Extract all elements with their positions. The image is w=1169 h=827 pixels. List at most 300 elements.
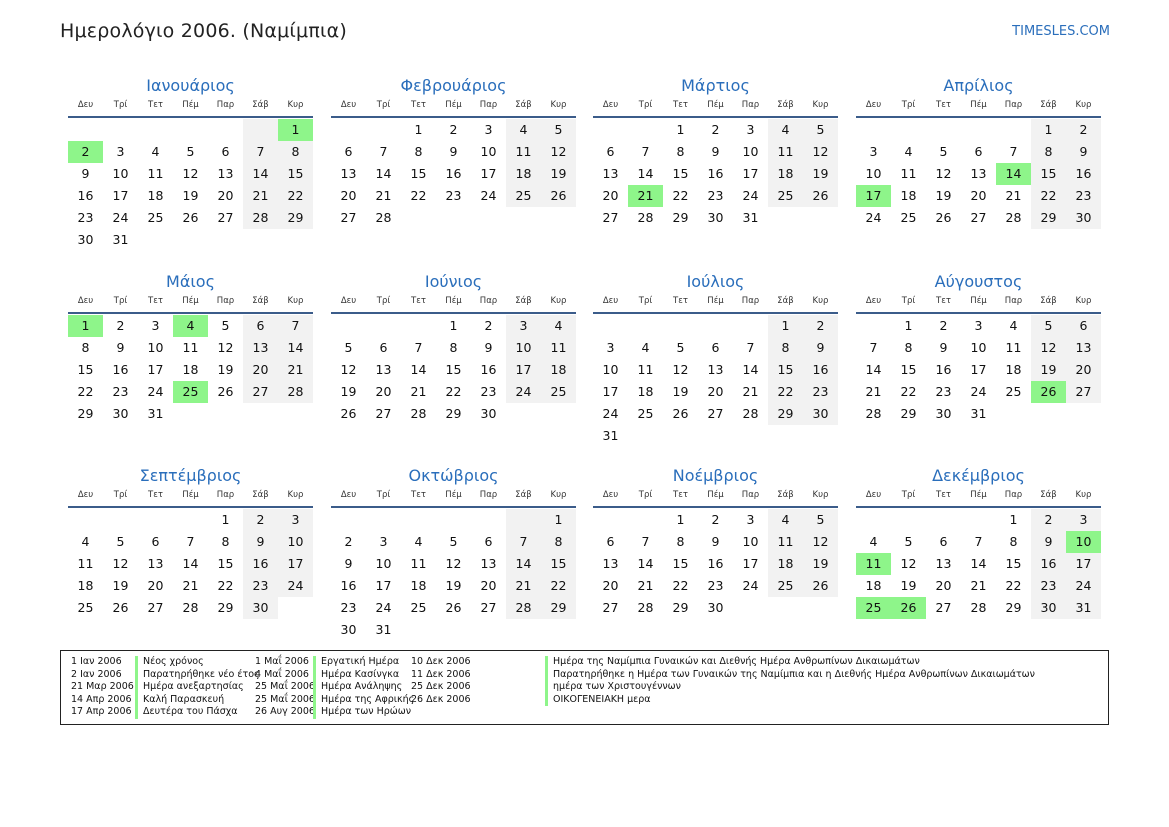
day-cell[interactable]: 9 <box>344 556 353 571</box>
day-cell[interactable]: 3 <box>746 512 755 527</box>
day-cell[interactable]: 2 <box>711 512 720 527</box>
day-cell[interactable]: 15 <box>77 362 94 377</box>
day-cell[interactable]: 24 <box>278 575 313 597</box>
day-cell[interactable]: 5 <box>449 534 458 549</box>
day-cell[interactable]: 23 <box>803 381 838 403</box>
day-cell[interactable]: 26 <box>541 185 576 207</box>
day-cell[interactable]: 13 <box>1066 337 1101 359</box>
day-cell[interactable]: 17 <box>1066 553 1101 575</box>
day-cell[interactable]: 12 <box>445 556 462 571</box>
day-cell[interactable]: 19 <box>182 188 199 203</box>
day-cell[interactable]: 17 <box>602 384 619 399</box>
day-cell[interactable]: 24 <box>742 578 759 593</box>
day-cell[interactable]: 8 <box>221 534 230 549</box>
day-cell[interactable]: 11 <box>1005 340 1022 355</box>
day-cell[interactable]: 1 <box>676 512 685 527</box>
day-cell[interactable]: 17 <box>506 359 541 381</box>
day-cell[interactable]: 6 <box>484 534 493 549</box>
day-cell[interactable]: 17 <box>480 166 497 181</box>
holiday-day-cell[interactable]: 21 <box>628 185 663 207</box>
day-cell[interactable]: 1 <box>676 122 685 137</box>
site-link[interactable]: TIMESLES.COM <box>1012 24 1110 39</box>
day-cell[interactable]: 29 <box>278 207 313 229</box>
holiday-day-cell[interactable]: 10 <box>1066 531 1101 553</box>
day-cell[interactable]: 13 <box>707 362 724 377</box>
day-cell[interactable]: 8 <box>541 531 576 553</box>
day-cell[interactable]: 26 <box>112 600 129 615</box>
day-cell[interactable]: 29 <box>541 597 576 619</box>
day-cell[interactable]: 4 <box>768 509 803 531</box>
day-cell[interactable]: 15 <box>672 556 689 571</box>
day-cell[interactable]: 27 <box>1066 381 1101 403</box>
day-cell[interactable]: 27 <box>602 600 619 615</box>
day-cell[interactable]: 23 <box>1031 575 1066 597</box>
day-cell[interactable]: 28 <box>742 406 759 421</box>
day-cell[interactable]: 14 <box>637 166 654 181</box>
day-cell[interactable]: 27 <box>602 210 619 225</box>
day-cell[interactable]: 14 <box>410 362 427 377</box>
day-cell[interactable]: 9 <box>81 166 90 181</box>
day-cell[interactable]: 12 <box>541 141 576 163</box>
day-cell[interactable]: 30 <box>707 210 724 225</box>
day-cell[interactable]: 11 <box>182 340 199 355</box>
day-cell[interactable]: 19 <box>935 188 952 203</box>
day-cell[interactable]: 31 <box>375 622 392 637</box>
day-cell[interactable]: 19 <box>900 578 917 593</box>
day-cell[interactable]: 30 <box>707 600 724 615</box>
day-cell[interactable]: 25 <box>77 600 94 615</box>
day-cell[interactable]: 16 <box>803 359 838 381</box>
day-cell[interactable]: 3 <box>746 122 755 137</box>
day-cell[interactable]: 5 <box>803 509 838 531</box>
day-cell[interactable]: 15 <box>278 163 313 185</box>
day-cell[interactable]: 18 <box>410 578 427 593</box>
day-cell[interactable]: 31 <box>602 428 619 443</box>
day-cell[interactable]: 27 <box>375 406 392 421</box>
holiday-day-cell[interactable]: 14 <box>996 163 1031 185</box>
day-cell[interactable]: 14 <box>243 163 278 185</box>
day-cell[interactable]: 11 <box>768 141 803 163</box>
day-cell[interactable]: 18 <box>768 163 803 185</box>
day-cell[interactable]: 13 <box>147 556 164 571</box>
day-cell[interactable]: 19 <box>541 163 576 185</box>
day-cell[interactable]: 12 <box>1031 337 1066 359</box>
day-cell[interactable]: 1 <box>449 318 458 333</box>
day-cell[interactable]: 18 <box>865 578 882 593</box>
day-cell[interactable]: 26 <box>672 406 689 421</box>
day-cell[interactable]: 9 <box>1066 141 1101 163</box>
day-cell[interactable]: 16 <box>112 362 129 377</box>
day-cell[interactable]: 27 <box>970 210 987 225</box>
day-cell[interactable]: 29 <box>672 600 689 615</box>
day-cell[interactable]: 2 <box>243 509 278 531</box>
day-cell[interactable]: 16 <box>1066 163 1101 185</box>
day-cell[interactable]: 1 <box>904 318 913 333</box>
day-cell[interactable]: 30 <box>935 406 952 421</box>
day-cell[interactable]: 13 <box>480 556 497 571</box>
day-cell[interactable]: 27 <box>707 406 724 421</box>
day-cell[interactable]: 16 <box>707 166 724 181</box>
holiday-day-cell[interactable]: 26 <box>1031 381 1066 403</box>
day-cell[interactable]: 7 <box>186 534 195 549</box>
day-cell[interactable]: 17 <box>112 188 129 203</box>
day-cell[interactable]: 19 <box>217 362 234 377</box>
day-cell[interactable]: 29 <box>445 406 462 421</box>
day-cell[interactable]: 31 <box>742 210 759 225</box>
day-cell[interactable]: 1 <box>768 315 803 337</box>
day-cell[interactable]: 18 <box>182 362 199 377</box>
day-cell[interactable]: 20 <box>480 578 497 593</box>
holiday-day-cell[interactable]: 25 <box>173 381 208 403</box>
day-cell[interactable]: 30 <box>803 403 838 425</box>
day-cell[interactable]: 23 <box>340 600 357 615</box>
day-cell[interactable]: 14 <box>182 556 199 571</box>
day-cell[interactable]: 12 <box>900 556 917 571</box>
day-cell[interactable]: 30 <box>77 232 94 247</box>
day-cell[interactable]: 6 <box>711 340 720 355</box>
day-cell[interactable]: 29 <box>672 210 689 225</box>
day-cell[interactable]: 8 <box>768 337 803 359</box>
day-cell[interactable]: 1 <box>1031 119 1066 141</box>
day-cell[interactable]: 13 <box>243 337 278 359</box>
day-cell[interactable]: 31 <box>147 406 164 421</box>
day-cell[interactable]: 26 <box>182 210 199 225</box>
day-cell[interactable]: 19 <box>803 553 838 575</box>
day-cell[interactable]: 8 <box>904 340 913 355</box>
day-cell[interactable]: 28 <box>375 210 392 225</box>
day-cell[interactable]: 22 <box>541 575 576 597</box>
day-cell[interactable]: 5 <box>116 534 125 549</box>
day-cell[interactable]: 3 <box>606 340 615 355</box>
day-cell[interactable]: 1 <box>221 512 230 527</box>
day-cell[interactable]: 22 <box>672 578 689 593</box>
day-cell[interactable]: 10 <box>506 337 541 359</box>
day-cell[interactable]: 22 <box>768 381 803 403</box>
day-cell[interactable]: 27 <box>147 600 164 615</box>
day-cell[interactable]: 16 <box>707 556 724 571</box>
day-cell[interactable]: 20 <box>970 188 987 203</box>
day-cell[interactable]: 11 <box>506 141 541 163</box>
day-cell[interactable]: 2 <box>1066 119 1101 141</box>
day-cell[interactable]: 8 <box>449 340 458 355</box>
holiday-day-cell[interactable]: 17 <box>856 185 891 207</box>
day-cell[interactable]: 7 <box>641 534 650 549</box>
day-cell[interactable]: 15 <box>1031 163 1066 185</box>
day-cell[interactable]: 24 <box>602 406 619 421</box>
day-cell[interactable]: 21 <box>742 384 759 399</box>
day-cell[interactable]: 28 <box>243 207 278 229</box>
day-cell[interactable]: 9 <box>243 531 278 553</box>
day-cell[interactable]: 8 <box>676 534 685 549</box>
day-cell[interactable]: 24 <box>742 188 759 203</box>
day-cell[interactable]: 7 <box>379 144 388 159</box>
day-cell[interactable]: 4 <box>541 315 576 337</box>
day-cell[interactable]: 20 <box>707 384 724 399</box>
day-cell[interactable]: 6 <box>151 534 160 549</box>
day-cell[interactable]: 5 <box>221 318 230 333</box>
day-cell[interactable]: 8 <box>1031 141 1066 163</box>
day-cell[interactable]: 16 <box>340 578 357 593</box>
day-cell[interactable]: 19 <box>803 163 838 185</box>
day-cell[interactable]: 6 <box>344 144 353 159</box>
day-cell[interactable]: 20 <box>375 384 392 399</box>
day-cell[interactable]: 7 <box>243 141 278 163</box>
day-cell[interactable]: 18 <box>768 553 803 575</box>
day-cell[interactable]: 13 <box>217 166 234 181</box>
day-cell[interactable]: 11 <box>768 531 803 553</box>
day-cell[interactable]: 31 <box>970 406 987 421</box>
day-cell[interactable]: 27 <box>243 381 278 403</box>
holiday-day-cell[interactable]: 25 <box>856 597 891 619</box>
day-cell[interactable]: 4 <box>869 534 878 549</box>
day-cell[interactable]: 11 <box>77 556 94 571</box>
holiday-day-cell[interactable]: 26 <box>891 597 926 619</box>
day-cell[interactable]: 2 <box>939 318 948 333</box>
day-cell[interactable]: 27 <box>340 210 357 225</box>
day-cell[interactable]: 10 <box>865 166 882 181</box>
day-cell[interactable]: 23 <box>243 575 278 597</box>
day-cell[interactable]: 12 <box>340 362 357 377</box>
day-cell[interactable]: 25 <box>768 575 803 597</box>
day-cell[interactable]: 7 <box>1009 144 1018 159</box>
day-cell[interactable]: 18 <box>77 578 94 593</box>
day-cell[interactable]: 14 <box>970 556 987 571</box>
day-cell[interactable]: 21 <box>182 578 199 593</box>
day-cell[interactable]: 19 <box>112 578 129 593</box>
day-cell[interactable]: 9 <box>803 337 838 359</box>
day-cell[interactable]: 22 <box>410 188 427 203</box>
day-cell[interactable]: 20 <box>340 188 357 203</box>
day-cell[interactable]: 26 <box>445 600 462 615</box>
day-cell[interactable]: 28 <box>1005 210 1022 225</box>
day-cell[interactable]: 19 <box>672 384 689 399</box>
day-cell[interactable]: 6 <box>221 144 230 159</box>
day-cell[interactable]: 23 <box>707 188 724 203</box>
day-cell[interactable]: 8 <box>81 340 90 355</box>
day-cell[interactable]: 24 <box>147 384 164 399</box>
day-cell[interactable]: 12 <box>935 166 952 181</box>
day-cell[interactable]: 11 <box>410 556 427 571</box>
day-cell[interactable]: 18 <box>900 188 917 203</box>
day-cell[interactable]: 23 <box>707 578 724 593</box>
day-cell[interactable]: 16 <box>1031 553 1066 575</box>
day-cell[interactable]: 10 <box>147 340 164 355</box>
day-cell[interactable]: 4 <box>414 534 423 549</box>
day-cell[interactable]: 17 <box>970 362 987 377</box>
day-cell[interactable]: 25 <box>410 600 427 615</box>
day-cell[interactable]: 25 <box>541 381 576 403</box>
day-cell[interactable]: 27 <box>217 210 234 225</box>
day-cell[interactable]: 20 <box>602 188 619 203</box>
day-cell[interactable]: 15 <box>410 166 427 181</box>
day-cell[interactable]: 15 <box>1005 556 1022 571</box>
day-cell[interactable]: 7 <box>869 340 878 355</box>
day-cell[interactable]: 27 <box>480 600 497 615</box>
day-cell[interactable]: 21 <box>865 384 882 399</box>
day-cell[interactable]: 20 <box>935 578 952 593</box>
holiday-day-cell[interactable]: 4 <box>173 315 208 337</box>
day-cell[interactable]: 24 <box>112 210 129 225</box>
day-cell[interactable]: 10 <box>602 362 619 377</box>
day-cell[interactable]: 6 <box>939 534 948 549</box>
day-cell[interactable]: 22 <box>1005 578 1022 593</box>
day-cell[interactable]: 7 <box>641 144 650 159</box>
day-cell[interactable]: 11 <box>541 337 576 359</box>
day-cell[interactable]: 8 <box>278 141 313 163</box>
day-cell[interactable]: 30 <box>243 597 278 619</box>
day-cell[interactable]: 11 <box>637 362 654 377</box>
day-cell[interactable]: 15 <box>541 553 576 575</box>
day-cell[interactable]: 22 <box>77 384 94 399</box>
day-cell[interactable]: 28 <box>637 600 654 615</box>
day-cell[interactable]: 2 <box>449 122 458 137</box>
day-cell[interactable]: 3 <box>506 315 541 337</box>
day-cell[interactable]: 5 <box>939 144 948 159</box>
day-cell[interactable]: 4 <box>768 119 803 141</box>
day-cell[interactable]: 30 <box>112 406 129 421</box>
day-cell[interactable]: 4 <box>81 534 90 549</box>
day-cell[interactable]: 10 <box>480 144 497 159</box>
day-cell[interactable]: 4 <box>1009 318 1018 333</box>
day-cell[interactable]: 21 <box>970 578 987 593</box>
day-cell[interactable]: 13 <box>602 556 619 571</box>
day-cell[interactable]: 5 <box>541 119 576 141</box>
day-cell[interactable]: 8 <box>414 144 423 159</box>
day-cell[interactable]: 17 <box>147 362 164 377</box>
day-cell[interactable]: 23 <box>77 210 94 225</box>
day-cell[interactable]: 14 <box>742 362 759 377</box>
day-cell[interactable]: 12 <box>803 141 838 163</box>
day-cell[interactable]: 12 <box>672 362 689 377</box>
day-cell[interactable]: 10 <box>742 534 759 549</box>
day-cell[interactable]: 21 <box>278 359 313 381</box>
day-cell[interactable]: 22 <box>1031 185 1066 207</box>
day-cell[interactable]: 15 <box>900 362 917 377</box>
day-cell[interactable]: 5 <box>1031 315 1066 337</box>
holiday-day-cell[interactable]: 1 <box>278 119 313 141</box>
day-cell[interactable]: 4 <box>506 119 541 141</box>
day-cell[interactable]: 24 <box>970 384 987 399</box>
day-cell[interactable]: 6 <box>606 144 615 159</box>
day-cell[interactable]: 25 <box>506 185 541 207</box>
day-cell[interactable]: 24 <box>506 381 541 403</box>
day-cell[interactable]: 10 <box>278 531 313 553</box>
day-cell[interactable]: 30 <box>480 406 497 421</box>
day-cell[interactable]: 1 <box>414 122 423 137</box>
day-cell[interactable]: 12 <box>803 531 838 553</box>
day-cell[interactable]: 4 <box>641 340 650 355</box>
holiday-day-cell[interactable]: 2 <box>68 141 103 163</box>
day-cell[interactable]: 9 <box>711 534 720 549</box>
day-cell[interactable]: 13 <box>602 166 619 181</box>
day-cell[interactable]: 11 <box>900 166 917 181</box>
day-cell[interactable]: 23 <box>935 384 952 399</box>
day-cell[interactable]: 9 <box>939 340 948 355</box>
day-cell[interactable]: 22 <box>672 188 689 203</box>
day-cell[interactable]: 28 <box>970 600 987 615</box>
day-cell[interactable]: 29 <box>768 403 803 425</box>
day-cell[interactable]: 3 <box>278 509 313 531</box>
day-cell[interactable]: 30 <box>1066 207 1101 229</box>
day-cell[interactable]: 4 <box>151 144 160 159</box>
day-cell[interactable]: 9 <box>1031 531 1066 553</box>
day-cell[interactable]: 22 <box>445 384 462 399</box>
day-cell[interactable]: 6 <box>974 144 983 159</box>
day-cell[interactable]: 13 <box>970 166 987 181</box>
day-cell[interactable]: 22 <box>278 185 313 207</box>
day-cell[interactable]: 28 <box>410 406 427 421</box>
day-cell[interactable]: 25 <box>900 210 917 225</box>
day-cell[interactable]: 28 <box>278 381 313 403</box>
day-cell[interactable]: 22 <box>900 384 917 399</box>
day-cell[interactable]: 24 <box>1066 575 1101 597</box>
day-cell[interactable]: 8 <box>1009 534 1018 549</box>
day-cell[interactable]: 16 <box>935 362 952 377</box>
day-cell[interactable]: 3 <box>151 318 160 333</box>
day-cell[interactable]: 30 <box>340 622 357 637</box>
day-cell[interactable]: 9 <box>116 340 125 355</box>
day-cell[interactable]: 28 <box>182 600 199 615</box>
day-cell[interactable]: 26 <box>803 185 838 207</box>
day-cell[interactable]: 29 <box>77 406 94 421</box>
day-cell[interactable]: 10 <box>112 166 129 181</box>
day-cell[interactable]: 29 <box>1005 600 1022 615</box>
day-cell[interactable]: 13 <box>935 556 952 571</box>
day-cell[interactable]: 2 <box>484 318 493 333</box>
holiday-day-cell[interactable]: 11 <box>856 553 891 575</box>
holiday-day-cell[interactable]: 1 <box>68 315 103 337</box>
day-cell[interactable]: 19 <box>1031 359 1066 381</box>
day-cell[interactable]: 20 <box>602 578 619 593</box>
day-cell[interactable]: 9 <box>449 144 458 159</box>
day-cell[interactable]: 28 <box>637 210 654 225</box>
day-cell[interactable]: 3 <box>116 144 125 159</box>
day-cell[interactable]: 10 <box>375 556 392 571</box>
day-cell[interactable]: 25 <box>637 406 654 421</box>
day-cell[interactable]: 15 <box>217 556 234 571</box>
day-cell[interactable]: 14 <box>506 553 541 575</box>
day-cell[interactable]: 18 <box>506 163 541 185</box>
day-cell[interactable]: 19 <box>340 384 357 399</box>
day-cell[interactable]: 27 <box>935 600 952 615</box>
day-cell[interactable]: 15 <box>445 362 462 377</box>
day-cell[interactable]: 9 <box>711 144 720 159</box>
day-cell[interactable]: 7 <box>414 340 423 355</box>
day-cell[interactable]: 25 <box>1005 384 1022 399</box>
day-cell[interactable]: 16 <box>77 188 94 203</box>
day-cell[interactable]: 24 <box>480 188 497 203</box>
day-cell[interactable]: 25 <box>768 185 803 207</box>
day-cell[interactable]: 23 <box>112 384 129 399</box>
day-cell[interactable]: 9 <box>484 340 493 355</box>
day-cell[interactable]: 22 <box>217 578 234 593</box>
day-cell[interactable]: 16 <box>445 166 462 181</box>
day-cell[interactable]: 29 <box>900 406 917 421</box>
day-cell[interactable]: 21 <box>410 384 427 399</box>
day-cell[interactable]: 2 <box>1031 509 1066 531</box>
day-cell[interactable]: 11 <box>147 166 164 181</box>
day-cell[interactable]: 15 <box>768 359 803 381</box>
day-cell[interactable]: 29 <box>1031 207 1066 229</box>
day-cell[interactable]: 30 <box>1031 597 1066 619</box>
day-cell[interactable]: 14 <box>375 166 392 181</box>
day-cell[interactable]: 3 <box>484 122 493 137</box>
day-cell[interactable]: 20 <box>243 359 278 381</box>
day-cell[interactable]: 13 <box>375 362 392 377</box>
day-cell[interactable]: 17 <box>742 556 759 571</box>
day-cell[interactable]: 18 <box>541 359 576 381</box>
day-cell[interactable]: 28 <box>506 597 541 619</box>
